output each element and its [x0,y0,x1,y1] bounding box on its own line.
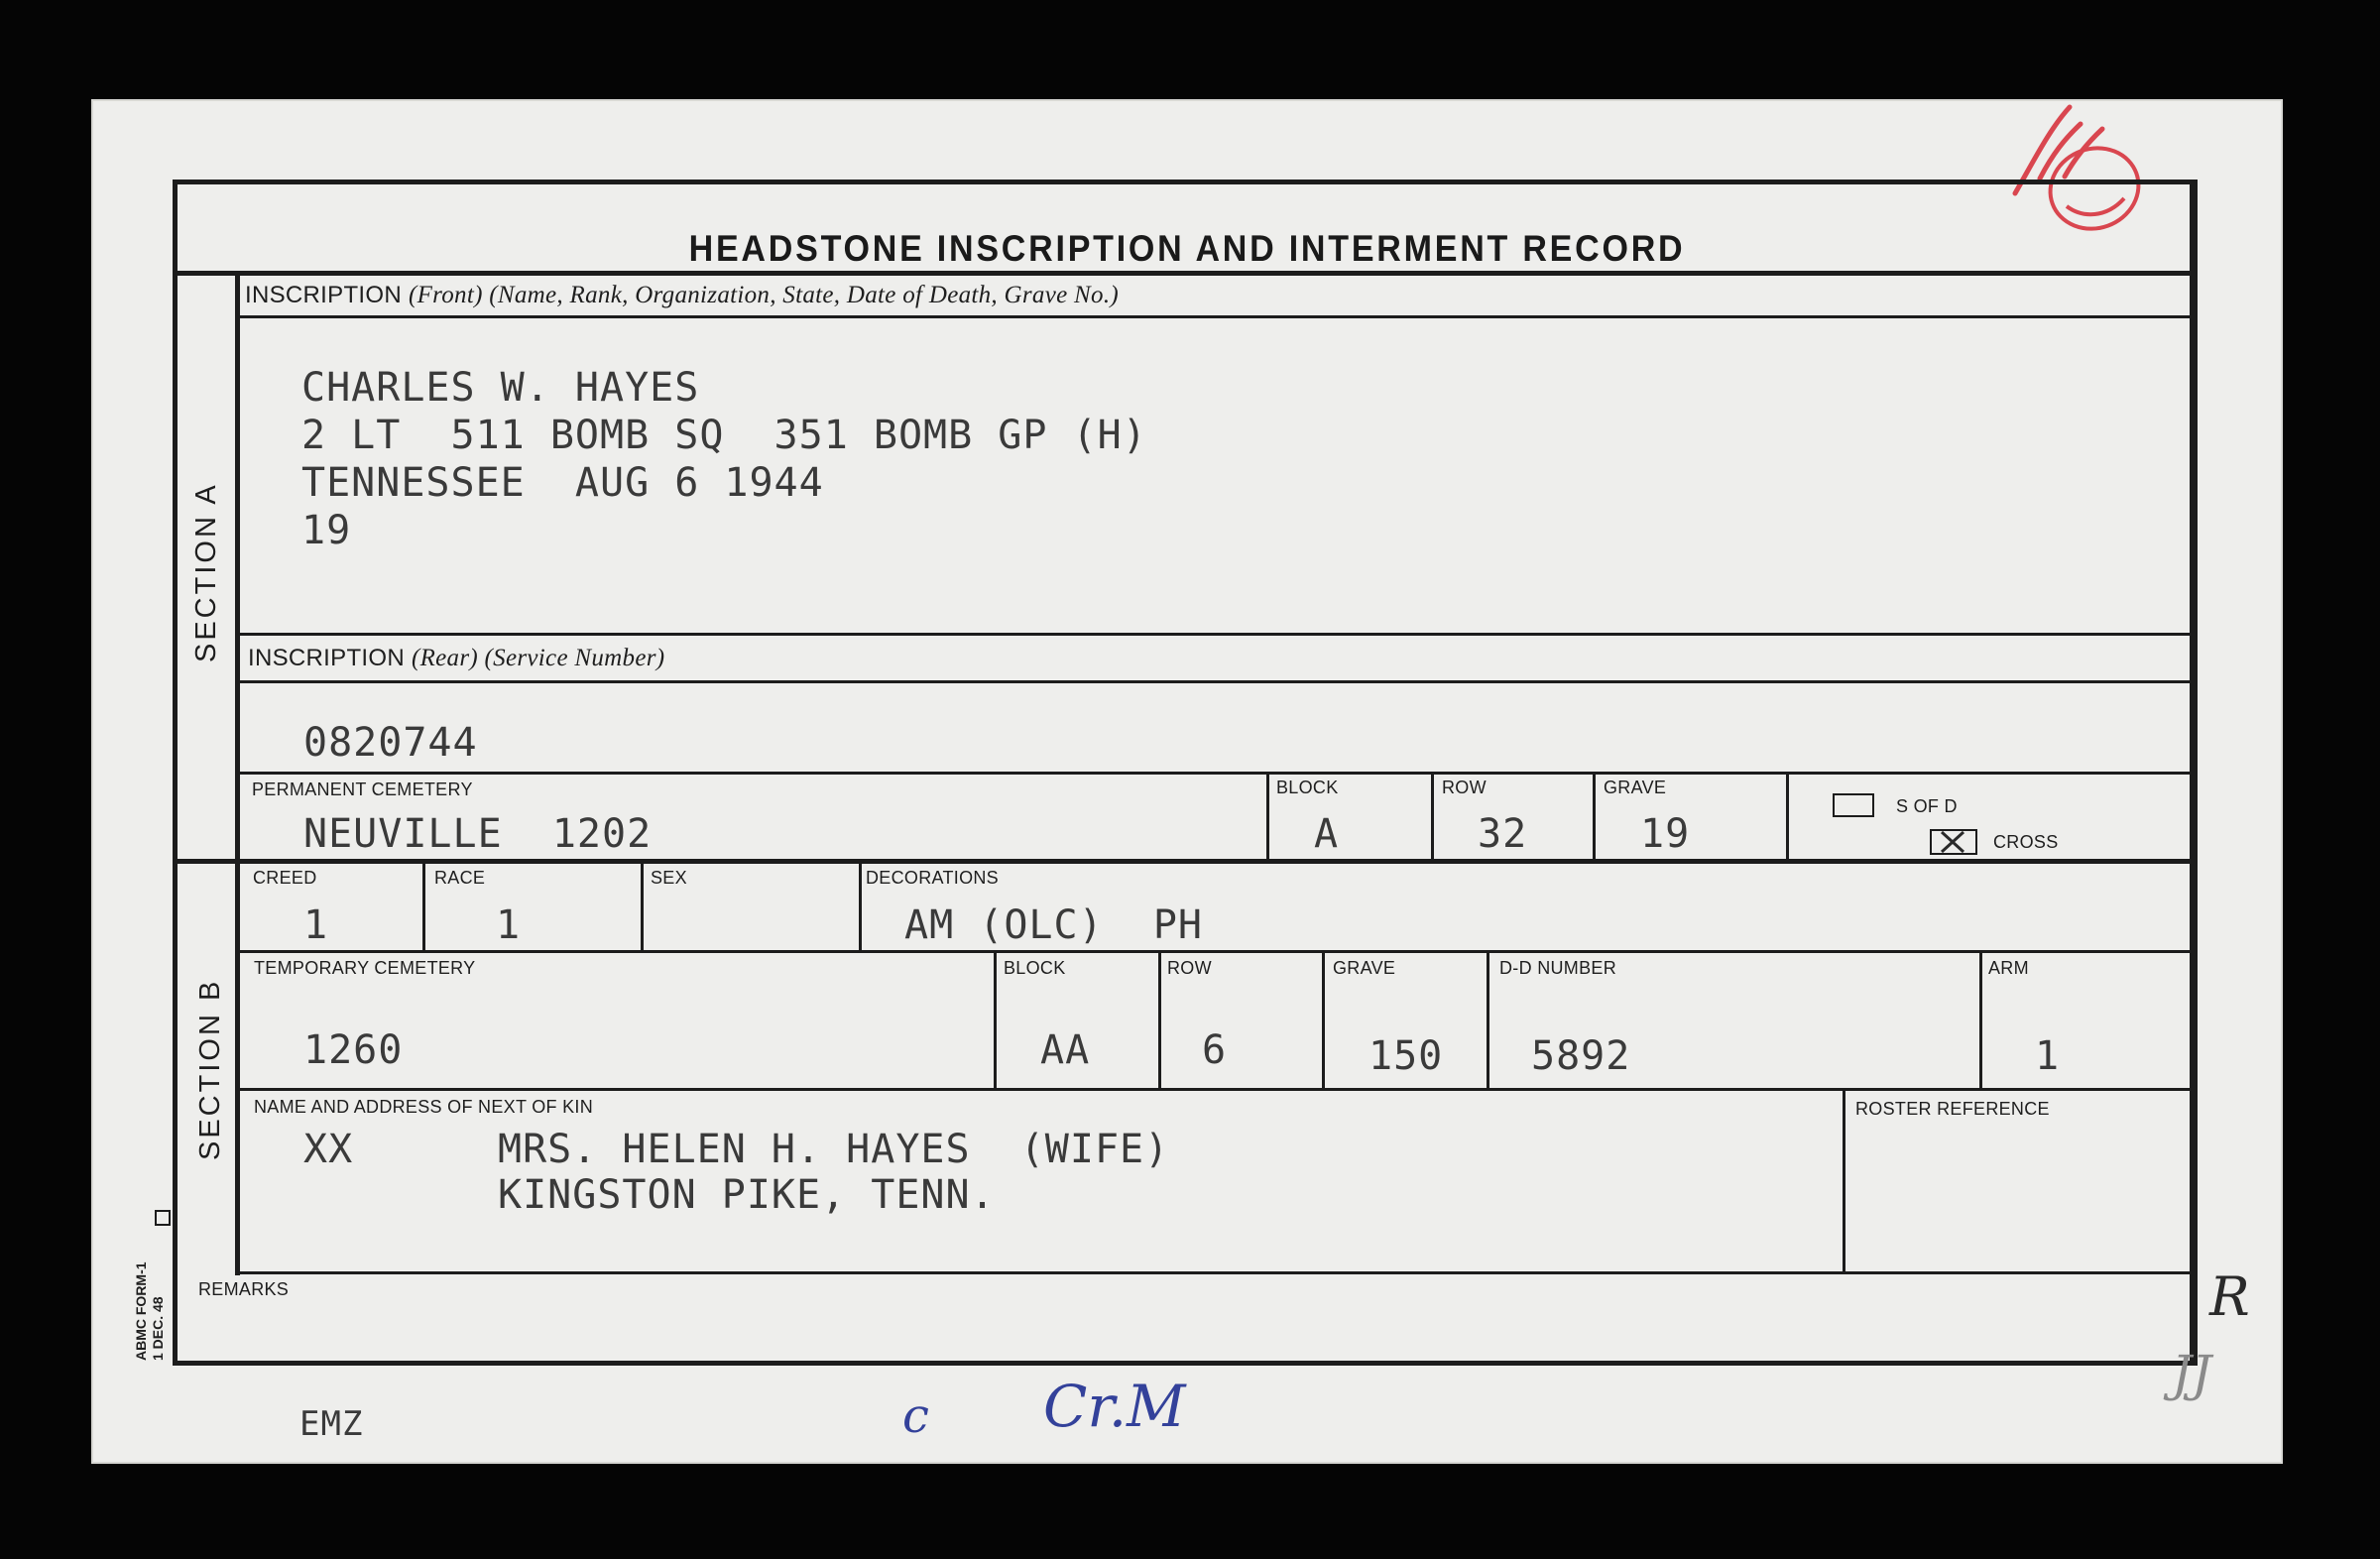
permanent-cemetery-value: NEUVILLE 1202 [303,811,653,857]
inscription-front-label-main: INSCRIPTION [245,282,402,308]
creed-race-divider [422,861,425,951]
temporary-cemetery-label: TEMPORARY CEMETERY [254,958,476,978]
creed-value: 1 [303,902,329,948]
record-card [91,99,2283,1464]
temporary-row-label: ROW [1167,958,1212,978]
form-number [133,1261,167,1361]
roster-reference-label: ROSTER REFERENCE [1855,1099,2050,1119]
form-number-line2: 1 DEC. 48 [150,1296,166,1361]
service-number: 0820744 [303,720,478,766]
next-of-kin-line-2: KINGSTON PIKE, TENN. [498,1172,996,1218]
dd-number-label: D-D NUMBER [1499,958,1616,978]
inscription-rear-label [248,645,664,672]
permanent-row-label: ROW [1442,778,1487,797]
typist-initials: EMZ [299,1404,364,1444]
title-divider [178,271,2198,276]
perm-block-divider [1266,772,1269,861]
temporary-grave-value: 150 [1368,1033,1444,1079]
race-label: RACE [434,868,486,888]
sex-decorations-divider [859,861,862,951]
handwritten-right-mark-2: JJ [2172,1345,2212,1402]
cross-label: CROSS [1993,832,2059,852]
inscription-rear-label-main: INSCRIPTION [248,645,405,671]
temp-arm-divider [1979,950,1982,1089]
section-b-label: SECTION B [194,978,226,1160]
race-value: 1 [496,902,522,948]
section-a-label: SECTION A [190,482,222,662]
decorations-value: AM (OLC) PH [904,902,1203,948]
section-ab-divider [178,859,2198,864]
inscription-rear-label-detail: (Rear) (Service Number) [411,645,665,671]
permanent-top-line [238,772,2198,775]
handwritten-right-mark: R [2209,1265,2250,1328]
sex-label: SEX [651,868,687,888]
arm-value: 1 [2035,1033,2061,1079]
permanent-block-value: A [1314,811,1340,857]
inscription-front-line-1: CHARLES W. HAYES [301,365,700,411]
form-number-checkbox [155,1210,171,1226]
next-of-kin-label: NAME AND ADDRESS OF NEXT OF KIN [254,1097,594,1117]
inscription-front-line-2: 2 LT 511 BOMB SQ 351 BOMB GP (H) [301,413,1147,458]
cross-x-mark-icon [1932,831,1975,853]
temporary-row-value: 6 [1202,1027,1228,1073]
temporary-cemetery-value: 1260 [303,1027,404,1073]
kin-roster-divider [1843,1088,1845,1272]
creed-row-bottom [238,950,2198,953]
temporary-block-label: BLOCK [1004,958,1066,978]
remarks-bottom [178,1361,2198,1366]
perm-grave-divider [1593,772,1596,861]
form-title: HEADSTONE INSCRIPTION AND INTERMENT RECORD [688,228,1686,269]
handwritten-c: c [902,1388,929,1444]
permanent-cemetery-label: PERMANENT CEMETERY [252,780,473,799]
arm-label: ARM [1988,958,2029,978]
temporary-block-value: AA [1040,1027,1091,1073]
s-of-d-checkbox [1833,793,1874,817]
next-of-kin-prefix: XX [303,1127,354,1172]
temp-row-divider [1158,950,1161,1089]
inscription-front-line-3: TENNESSEE AUG 6 1944 [301,460,824,506]
next-of-kin-line-1: MRS. HELEN H. HAYES (WIFE) [498,1127,1170,1172]
front-label-line [238,315,2198,318]
remarks-label: REMARKS [198,1279,290,1299]
front-rear-divider [238,633,2198,636]
right-inner-border [2190,180,2193,1366]
permanent-grave-value: 19 [1640,811,1691,857]
dd-number-value: 5892 [1531,1033,1631,1079]
permanent-row-value: 32 [1478,811,1528,857]
temp-block-divider [994,950,997,1089]
decorations-label: DECORATIONS [866,868,999,888]
form-number-line1: ABMC FORM-1 [133,1261,149,1361]
handwritten-signature: Cr.M [1043,1373,1186,1440]
temporary-row-bottom [238,1088,2198,1091]
creed-label: CREED [253,868,317,888]
section-column-divider [235,274,240,1275]
inscription-front-line-4: 19 [301,508,352,553]
next-of-kin-bottom [238,1271,2198,1274]
temp-grave-divider [1322,950,1325,1089]
inscription-front-label-detail: (Front) (Name, Rank, Organization, State, Date of Death, Grave No.) [408,282,1120,308]
perm-row-divider [1431,772,1434,861]
perm-marker-divider [1786,772,1789,861]
s-of-d-label: S OF D [1896,796,1958,816]
permanent-block-label: BLOCK [1276,778,1339,797]
temporary-grave-label: GRAVE [1333,958,1396,978]
cross-checkbox [1930,829,1977,855]
inscription-front-label [245,282,1119,309]
temp-dd-divider [1487,950,1489,1089]
race-sex-divider [641,861,644,951]
permanent-grave-label: GRAVE [1604,778,1667,797]
rear-label-line [238,680,2198,683]
